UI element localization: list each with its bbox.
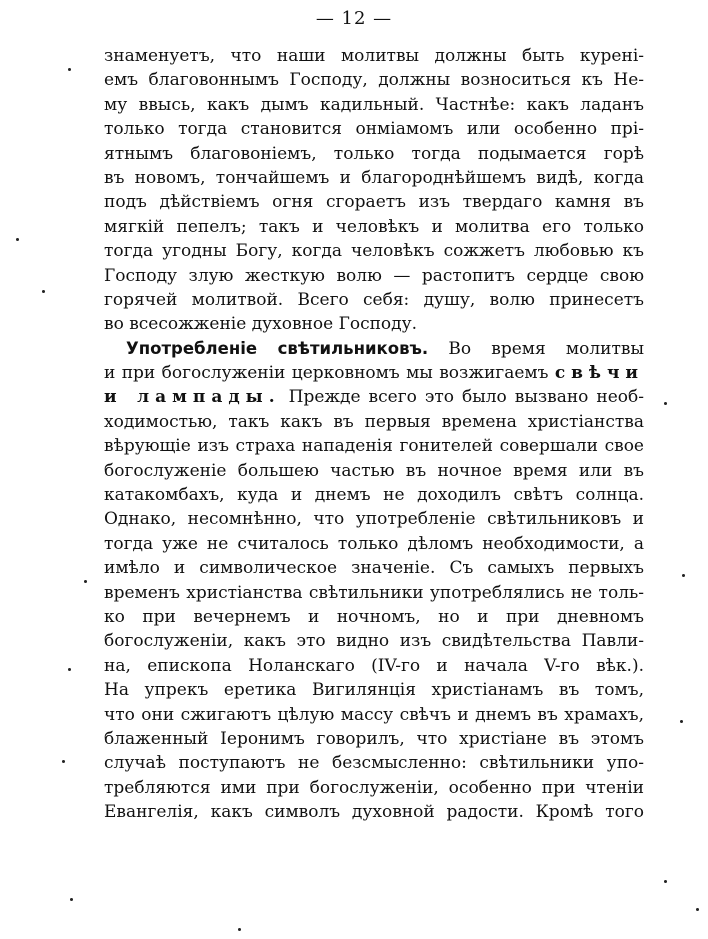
text-line: му ввысь, какъ дымъ кадильный. Частнѣе: какъ ладанъ [104, 94, 644, 115]
spaced-word: свѣчи [554, 363, 644, 384]
text-span: Во время молитвы [428, 338, 644, 359]
text-line: ятнымъ благовонiемъ, только тогда подымается горѣ [104, 143, 644, 164]
text-line: имѣло и символическое значенiе. Съ самыхъ первыхъ [104, 558, 644, 579]
text-span: и при богослуженiи церковномъ мы возжигаемъ [104, 363, 555, 384]
scan-speck [682, 574, 685, 577]
text-line: на, епископа Ноланскаго (IV-го и начала V-го вѣк.). [104, 655, 644, 676]
text-line: Однако, несомнѣнно, что употребленiе свѣтильниковъ и [104, 509, 644, 530]
scan-speck [68, 668, 71, 671]
scan-speck [680, 720, 683, 723]
scan-speck [70, 898, 73, 901]
scan-speck [664, 402, 667, 405]
text-line: катакомбахъ, куда и днемъ не доходилъ свѣтъ солнца. [104, 485, 644, 506]
text-line: На упрекъ еретика Вигилянцiя христiанамъ въ томъ, [104, 680, 644, 701]
text-line: только тогда становится онмiамомъ или особенно прi- [104, 119, 644, 140]
text-line: тогда уже не считалось только дѣломъ необходимости, а [104, 533, 644, 554]
text-line: требляются ими при богослуженiи, особенно при чтенiи [104, 777, 644, 798]
text-line: что они сжигаютъ цѣлую массу свѣчъ и днемъ въ храмахъ, [104, 704, 644, 725]
text-line: ходимостью, такъ какъ въ первыя времена христiанства [104, 411, 644, 432]
text-line [104, 361, 644, 385]
text-line: Господу злую жесткую волю — растопитъ сердце свою [104, 265, 644, 286]
text-line: богослуженiи, какъ это видно изъ свидѣтельства Павли- [104, 631, 644, 652]
text-line: тогда угодны Богу, когда человѣкъ сожжетъ любовью къ [104, 241, 644, 262]
text-line: богослуженiе большею частью въ ночное время или въ [104, 460, 644, 481]
text-line [104, 385, 644, 409]
text-line: Евангелiя, какъ символъ духовной радости. Кромѣ того [104, 802, 644, 823]
text-line: блаженный Iеронимъ говорилъ, что христiане въ этомъ [104, 728, 644, 749]
section-heading: Употребленiе свѣтильниковъ. [126, 338, 429, 358]
scan-speck [696, 908, 699, 911]
text-line: во всесожженiе духовное Господу. [104, 314, 418, 335]
text-line: знаменуетъ, что наши молитвы должны быть куренi- [104, 46, 644, 66]
text-line: мягкiй пепелъ; такъ и человѣкъ и молитва его только [104, 216, 644, 237]
scan-speck [664, 880, 667, 883]
text-line: въ новомъ, тончайшемъ и благороднѣйшемъ видѣ, когда [104, 167, 644, 188]
page-number: — 12 — [315, 8, 393, 29]
text-line: случаѣ поступаютъ не безсмысленно: свѣтильники упо- [104, 753, 644, 774]
scan-speck [62, 760, 65, 763]
scan-speck [238, 928, 241, 931]
paragraph-heading-line [104, 337, 644, 361]
text-line: вѣрующiе изъ страха нападенiя гонителей совершали свое [104, 436, 644, 457]
text-line: емъ благовоннымъ Господу, должны возноситься къ Не- [104, 70, 644, 91]
text-line: горячей молитвой. Всего себя: душу, волю принесетъ [104, 289, 644, 310]
text-line: подъ дѣйствiемъ огня сгораетъ изъ твердаго камня въ [104, 192, 644, 213]
text-line: временъ христiанства свѣтильники употреблялись не толь- [104, 582, 644, 603]
body-text [104, 44, 644, 825]
scan-speck [84, 580, 87, 583]
scan-speck [16, 238, 19, 241]
text-span: Прежде всего это было вызвано необ- [280, 387, 644, 408]
scan-speck [68, 68, 71, 71]
text-line: ко при вечернемъ и ночномъ, но и при дневномъ [104, 606, 644, 627]
spaced-word: и лампады. [104, 387, 281, 408]
scan-speck [42, 290, 45, 293]
